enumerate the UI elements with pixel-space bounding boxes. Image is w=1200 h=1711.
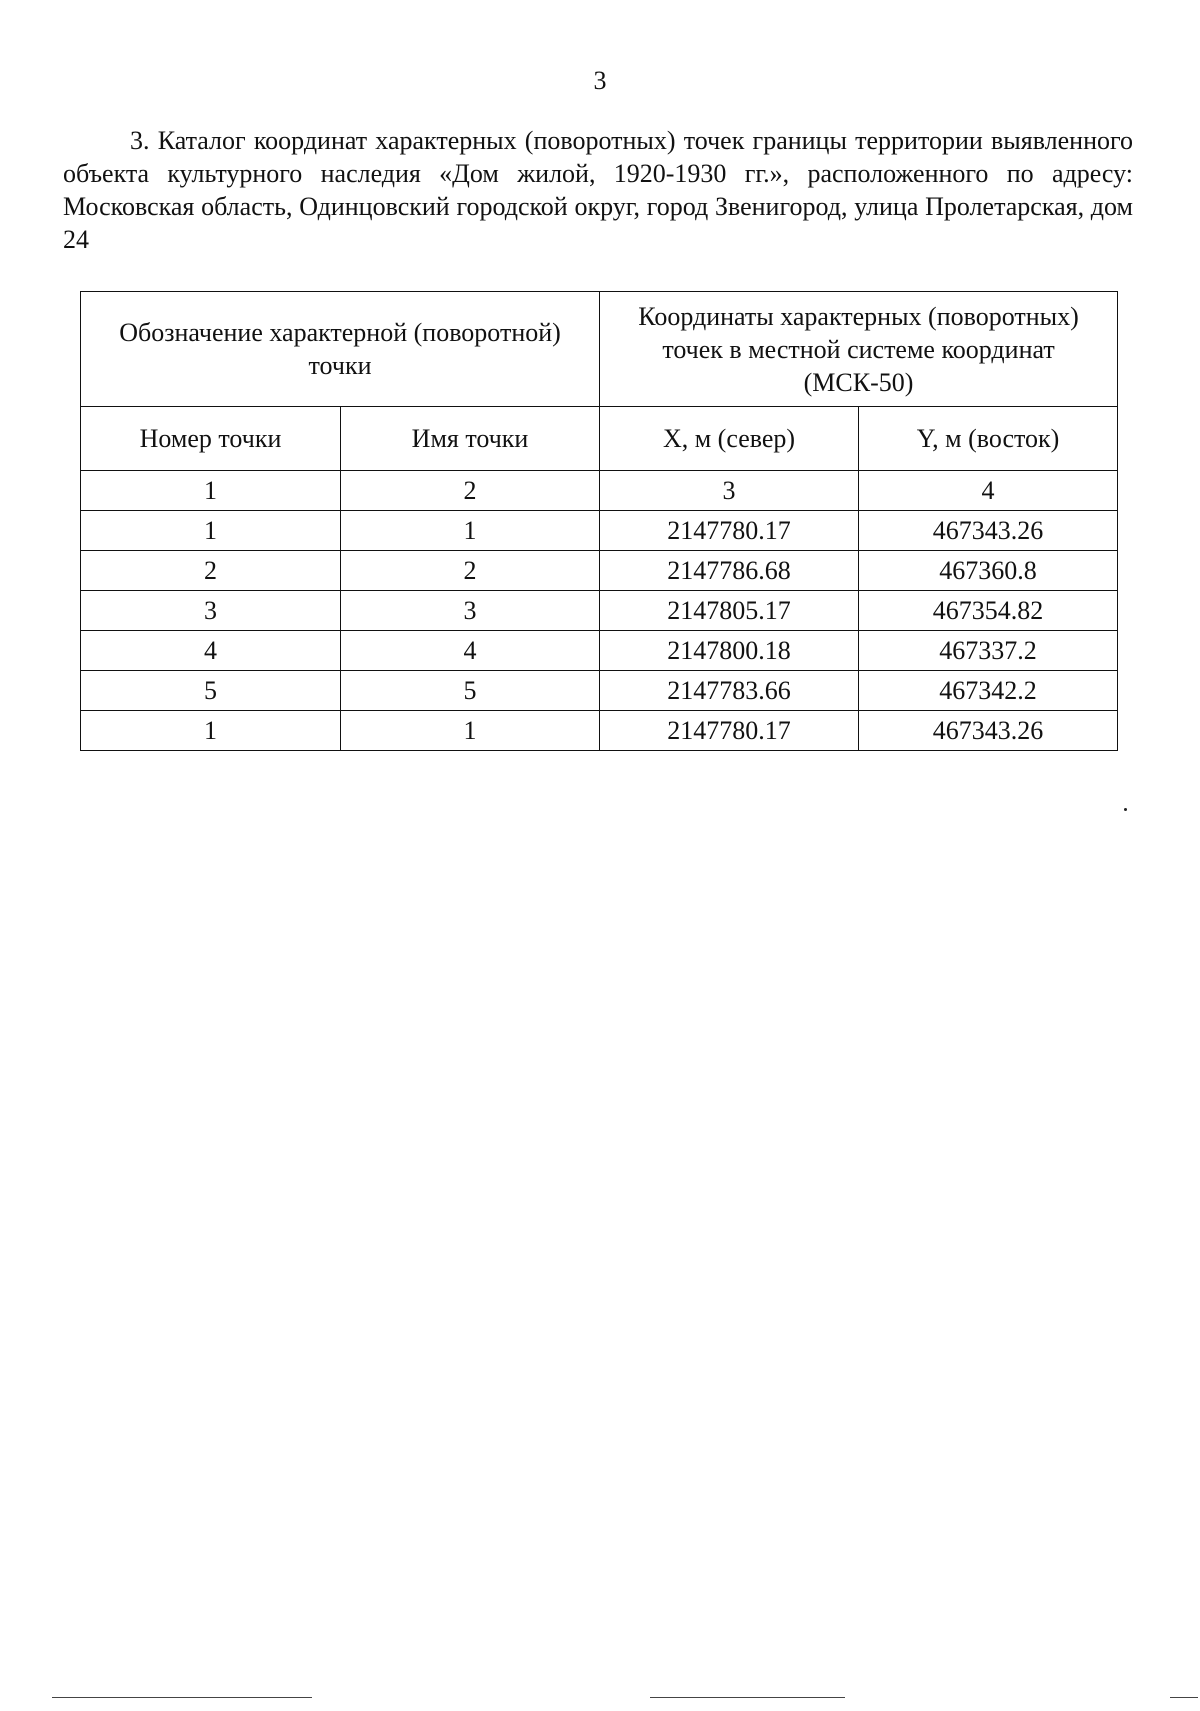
point-number-cell: 2	[81, 551, 341, 591]
header-y-coordinate: Y, м (восток)	[859, 407, 1118, 471]
header-x-coordinate: X, м (север)	[600, 407, 859, 471]
point-number-cell: 5	[81, 671, 341, 711]
x-coordinate-cell: 2147800.18	[600, 631, 859, 671]
y-coordinate-cell: 467343.26	[859, 511, 1118, 551]
y-coordinate-cell: 467343.26	[859, 711, 1118, 751]
point-name-cell: 3	[341, 591, 600, 631]
header-coordinates: Координаты характерных (поворотных) точек в местной системе координат (МСК-50)	[600, 292, 1118, 407]
y-coordinate-cell: 467360.8	[859, 551, 1118, 591]
point-number-cell: 1	[81, 711, 341, 751]
page-number: 3	[593, 66, 607, 95]
table-row	[81, 671, 1118, 711]
table-row	[81, 511, 1118, 551]
point-number-cell: 3	[81, 591, 341, 631]
x-coordinate-cell: 2147805.17	[600, 591, 859, 631]
coordinates-table	[80, 291, 1118, 751]
footer-rule-right	[1170, 1697, 1198, 1698]
table-subheader-row	[81, 407, 1118, 471]
point-name-cell: 1	[341, 711, 600, 751]
x-coordinate-cell: 2147786.68	[600, 551, 859, 591]
table-row	[81, 631, 1118, 671]
point-name-cell: 1	[341, 511, 600, 551]
point-name-cell: 5	[341, 671, 600, 711]
table-row	[81, 711, 1118, 751]
table-row	[81, 551, 1118, 591]
footer-rule-center	[650, 1697, 845, 1698]
x-coordinate-cell: 2147783.66	[600, 671, 859, 711]
table-row	[81, 591, 1118, 631]
x-coordinate-cell: 2147780.17	[600, 711, 859, 751]
point-name-cell: 4	[341, 631, 600, 671]
header-point-name: Имя точки	[341, 407, 600, 471]
point-number-cell: 1	[81, 511, 341, 551]
column-index-cell: 2	[341, 471, 600, 511]
y-coordinate-cell: 467354.82	[859, 591, 1118, 631]
y-coordinate-cell: 467337.2	[859, 631, 1118, 671]
point-name-cell: 2	[341, 551, 600, 591]
x-coordinate-cell: 2147780.17	[600, 511, 859, 551]
point-number-cell: 4	[81, 631, 341, 671]
stray-mark	[1124, 808, 1127, 811]
column-index-cell: 4	[859, 471, 1118, 511]
column-index-cell: 3	[600, 471, 859, 511]
y-coordinate-cell: 467342.2	[859, 671, 1118, 711]
header-point-designation: Обозначение характерной (поворотной) точки	[81, 292, 600, 407]
footer-rule-left	[52, 1697, 312, 1698]
column-index-row	[81, 471, 1118, 511]
catalog-description: 3. Каталог координат характерных (поворотных) точек границы территории выявленного объекта культурного наследия «Дом жилой, 1920-1930 гг.», расположенного по адресу: Московская область, Одинцовский городской округ, город Звенигород, улица Пролетарская, дом 24	[63, 126, 1133, 254]
column-index-cell: 1	[81, 471, 341, 511]
header-point-number: Номер точки	[81, 407, 341, 471]
table-header-row	[81, 292, 1118, 407]
